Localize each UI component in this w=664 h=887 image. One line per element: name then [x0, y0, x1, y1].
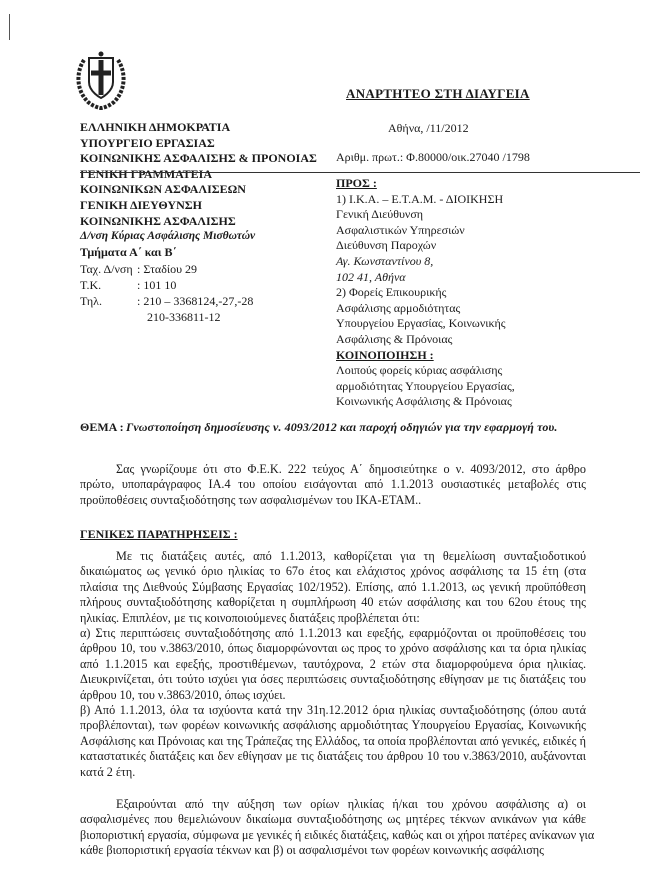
sender-line: ΓΕΝΙΚΗ ΓΡΑΜΜΑΤΕΙΑ	[80, 166, 213, 181]
recipient-line: Ασφάλισης αρμοδιότητας	[336, 300, 461, 315]
postcode-label: Τ.Κ.	[80, 278, 102, 292]
paragraph-line: άρθρου 10, του ν.3863/2010, όπως διαμορφώνονται ως προς το χρόνο ασφάλισης και τα όρια ηλικίας	[80, 641, 586, 656]
item-b-paragraph	[80, 703, 586, 780]
subject-label: ΘΕΜΑ :	[80, 420, 124, 434]
paragraph-line: προβλέπονται), των φορέων κοινωνικής ασφάλισης αρμοδιότητας Υπουργείου Εργασίας, Κοινωνικής	[80, 718, 586, 733]
recipients-block	[336, 176, 515, 410]
paragraph-line: κάθε βιοποριστική εργασία τέκνων και β) οι ασφαλισμένοι των φορέων κοινωνικής ασφάλισης	[80, 843, 544, 858]
intro-line: πρώτο, υποπαράγραφος ΙΑ.4 του οποίου εισάγονται από 1.1.2013 ουσιαστικές μεταβολές στις	[80, 477, 586, 492]
publish-notice: ΑΝΑΡΤΗΤΕΟ ΣΤΗ ΔΙΑΥΓΕΙΑ	[346, 86, 530, 101]
recipient-line: Ασφαλιστικών Υπηρεσιών	[336, 222, 465, 237]
cc-line: Κοινωνικής Ασφάλισης & Πρόνοιας	[336, 394, 512, 409]
protocol-number: Αριθμ. πρωτ.: Φ.80000/οικ.27040 /1798	[336, 150, 530, 164]
coat-of-arms-emblem	[72, 46, 130, 112]
paragraph-line: πλαίσια της Διεθνούς Σύμβασης Εργασίας 102/1952). Επίσης, από 1.1.2013, ως γενική προϋπόθεση	[80, 579, 586, 594]
recipient-line: Γενική Διεύθυνση	[336, 207, 424, 222]
to-heading: ΠΡΟΣ :	[336, 176, 377, 190]
intro-paragraph	[80, 462, 586, 508]
paragraph-general	[80, 549, 586, 626]
intro-line: προϋποθέσεις συνταξιοδότησης των ασφαλισμένων του ΙΚΑ-ΕΤΑΜ..	[80, 492, 422, 507]
greek-coat-of-arms-icon	[72, 46, 130, 112]
date-line: Αθήνα, /11/2012	[388, 121, 469, 135]
paragraph-line: καταστατικές διατάξεις και δεν εθίγησαν με τις διατάξεις του άρθρου 10 του ν.3863/2010, αυξάνονται	[80, 749, 586, 764]
paragraph-line: από 1.1.2015 και εφεξής, προστιθέμενων, ταυτόχρονα, 2 ετών στα διαμορφούμενα όρια ηλικίας.	[80, 656, 586, 671]
phone-label: Τηλ.	[80, 294, 102, 308]
section-heading: ΓΕΝΙΚΕΣ ΠΑΡΑΤΗΡΗΣΕΙΣ :	[80, 527, 238, 541]
paragraph-line: κατά 2 έτη.	[80, 764, 136, 779]
strikethrough-line	[80, 172, 640, 173]
cc-line: Λοιπούς φορείς κύριας ασφάλισης	[336, 363, 503, 378]
recipient-line: 2) Φορείς Επικουρικής	[336, 285, 447, 300]
address-label: Ταχ. Δ/νση	[80, 262, 133, 276]
intro-line: Σας γνωρίζουμε ότι στο Φ.Ε.Κ. 222 τεύχος Α΄ δημοσιεύτηκε ο ν. 4093/2012, στο άρθρο	[116, 462, 586, 476]
recipient-line: Ασφάλισης & Πρόνοιας	[336, 331, 453, 346]
paragraph-line: ηλικίας. Επιπλέον, με τις κοινοποιούμενες διατάξεις προβλέπεται ότι:	[80, 610, 420, 625]
paragraph-line: ασφαλισμένες που θεμελιώνουν δικαίωμα συνταξιοδότησης ως μητέρες τέκνων ανικάνων για κάθε	[80, 812, 586, 827]
sender-line: Τμήματα Α΄ και Β΄	[80, 244, 177, 259]
sender-line: Δ/νση Κύριας Ασφάλισης Μισθωτών	[80, 230, 256, 243]
address-value: : Σταδίου 29	[137, 262, 198, 276]
recipient-line: 1) Ι.Κ.Α. – Ε.Τ.Α.Μ. - ΔΙΟΙΚΗΣΗ	[336, 191, 504, 206]
exceptions-paragraph	[80, 797, 595, 859]
paragraph-line: Εξαιρούνται από την αύξηση των ορίων ηλικίας ή/και του χρόνου ασφάλισης α) οι	[116, 797, 586, 811]
sender-line: ΚΟΙΝΩΝΙΚΗΣ ΑΣΦΑΛΙΣΗΣ & ΠΡΟΝΟΙΑΣ	[80, 151, 317, 166]
paragraph-line: Ασφάλισης και Πρόνοιας και της Τράπεζας της Ελλάδος, τα οποία προβλέπονται από γενικές, ειδικές ή	[80, 733, 586, 748]
paragraph-line: βιοποριστική εργασία, σύμφωνα με γενικές ή ειδικές διατάξεις, καθώς και οι χήροι πατέρες ανίκανων για	[80, 827, 595, 842]
subject-text: Γνωστοποίηση δημοσίευσης ν. 4093/2012 και παροχή οδηγιών για την εφαρμογή του.	[126, 420, 558, 434]
sender-line: ΥΠΟΥΡΓΕΙΟ ΕΡΓΑΣΙΑΣ	[80, 135, 215, 150]
paragraph-line: α) Στις περιπτώσεις συνταξιοδότησης από 1.1.2013 και εφεξής, εφαρμόζονται οι προϋποθέσεις του	[80, 626, 586, 640]
sender-line: ΓΕΝΙΚΗ ΔΙΕΥΘΥΝΣΗ	[80, 197, 202, 212]
sender-line: ΚΟΙΝΩΝΙΚΗΣ ΑΣΦΑΛΙΣΗΣ	[80, 213, 236, 228]
sender-block	[80, 120, 317, 260]
cc-heading: ΚΟΙΝΟΠΟΙΗΣΗ :	[336, 347, 434, 362]
recipient-line: Υπουργείου Εργασίας, Κοινωνικής	[336, 316, 506, 331]
paragraph-line: άρθρου 10, του ν.3863/2010, όπως ισχύει.	[80, 687, 286, 702]
cc-line: αρμοδιότητας Υπουργείου Εργασίας,	[336, 378, 515, 393]
paragraph-line: Διευκρινίζεται, ότι τούτο ισχύει για όσες περιπτώσεις συνταξιοδότησης εθίγησαν με τις διατάξεις του	[80, 672, 586, 687]
phone-value: : 210 – 3368124,-27,-28	[137, 294, 254, 308]
item-a-paragraph	[80, 626, 586, 703]
margin-mark	[9, 14, 10, 40]
paragraph-line: πλήρους συνταξιοδότησης καθορίζεται η συμπλήρωση 40 ετών ασφάλισης και του 62ου έτους της	[80, 595, 586, 610]
sender-line: ΕΛΛΗΝΙΚΗ ΔΗΜΟΚΡΑΤΙΑ	[80, 120, 231, 134]
paragraph-line: δικαιώματος ως γενικό όριο ηλικίας το 67ο έτος και ελάχιστος χρόνος ασφάλισης τα 15 έτη (στα	[80, 564, 586, 579]
sender-line: ΚΟΙΝΩΝΙΚΩΝ ΑΣΦΑΛΙΣΕΩΝ	[80, 182, 246, 197]
paragraph-line: β) Από 1.1.2013, όλα τα ισχύοντα κατά την 31η.12.2012 όρια ηλικίας συνταξιοδότησης (όπου αυτά	[80, 703, 586, 717]
paragraph-line: Με τις διατάξεις αυτές, από 1.1.2013, καθορίζεται για τη θεμελίωση συνταξιοδοτικού	[116, 549, 586, 563]
phone-value-2: 210-336811-12	[147, 310, 221, 324]
recipient-line: Αγ. Κωνσταντίνου 8,	[336, 253, 434, 268]
recipient-line: 102 41, Αθήνα	[336, 269, 406, 284]
recipient-line: Διεύθυνση Παροχών	[336, 238, 437, 253]
postcode-value: : 101 10	[137, 278, 177, 292]
